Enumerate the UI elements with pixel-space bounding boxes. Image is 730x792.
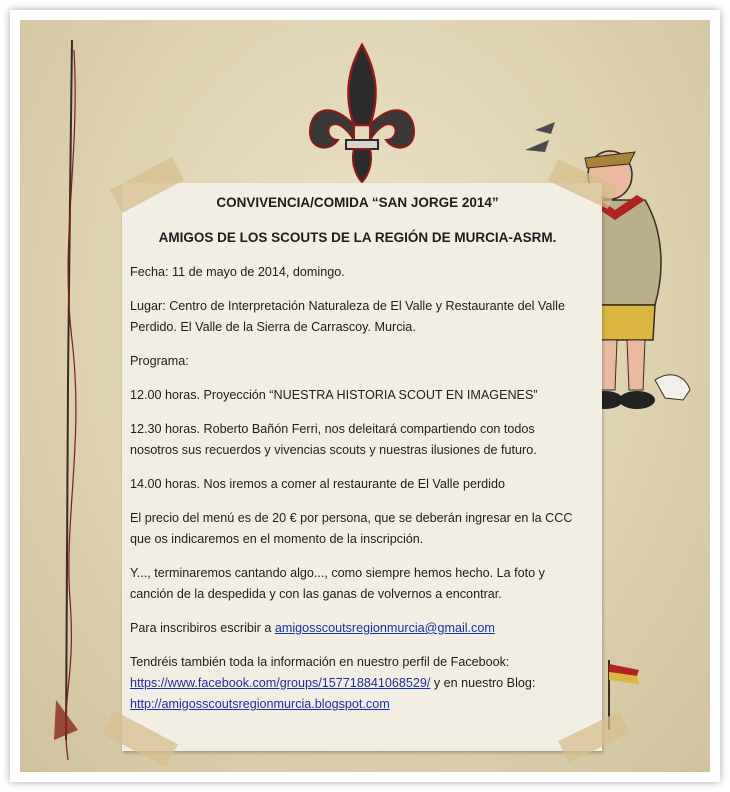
program-item: 12.00 horas. Proyección “NUESTRA HISTORIA SCOUT EN IMAGENES” bbox=[130, 388, 538, 402]
price-line: El precio del menú es de 20 € por persona, que se deberán ingresar en la CCC que os indicaremos en el momento de la inscripción. bbox=[130, 511, 573, 546]
closing-line: Y..., terminaremos cantando algo..., como siempre hemos hecho. La foto y canción de la despedida y con las ganas de volvernos a encontrar. bbox=[130, 566, 545, 601]
blog-link[interactable]: http://amigosscoutsregionmurcia.blogspot.com bbox=[130, 697, 390, 711]
facebook-link[interactable]: https://www.facebook.com/groups/157718841068529/ bbox=[130, 676, 431, 690]
signup-text: Para inscribiros escribir a bbox=[130, 621, 272, 635]
links-paragraph bbox=[130, 652, 585, 715]
organization-title: AMIGOS DE LOS SCOUTS DE LA REGIÓN DE MURCIA-ASRM. bbox=[158, 230, 557, 245]
email-link[interactable]: amigosscoutsregionmurcia@gmail.com bbox=[274, 621, 495, 635]
blog-text: y en nuestro Blog: bbox=[433, 676, 536, 690]
program-label: Programa: bbox=[130, 354, 189, 368]
program-item: 12.30 horas. Roberto Bañón Ferri, nos deleitará compartiendo con todos nosotros sus recuerdos y vivencias scouts y nuestras ilusiones de futuro. bbox=[130, 422, 537, 457]
flagpole-illustration bbox=[50, 40, 90, 770]
program-item: 14.00 horas. Nos iremos a comer al restaurante de El Valle perdido bbox=[130, 477, 505, 491]
signup-line bbox=[130, 618, 585, 639]
fleur-de-lis-icon bbox=[300, 40, 425, 185]
notice-text bbox=[130, 192, 585, 728]
date-line: Fecha: 11 de mayo de 2014, domingo. bbox=[130, 265, 345, 279]
facebook-text: Tendréis también toda la información en nuestro perfil de Facebook: bbox=[130, 655, 510, 669]
event-title: CONVIVENCIA/COMIDA “SAN JORGE 2014” bbox=[216, 195, 499, 210]
photo-frame bbox=[10, 10, 720, 782]
place-line: Lugar: Centro de Interpretación Naturaleza de El Valle y Restaurante del Valle Perdido. El Valle de la Sierra de Carrascoy. Murcia. bbox=[130, 299, 565, 334]
